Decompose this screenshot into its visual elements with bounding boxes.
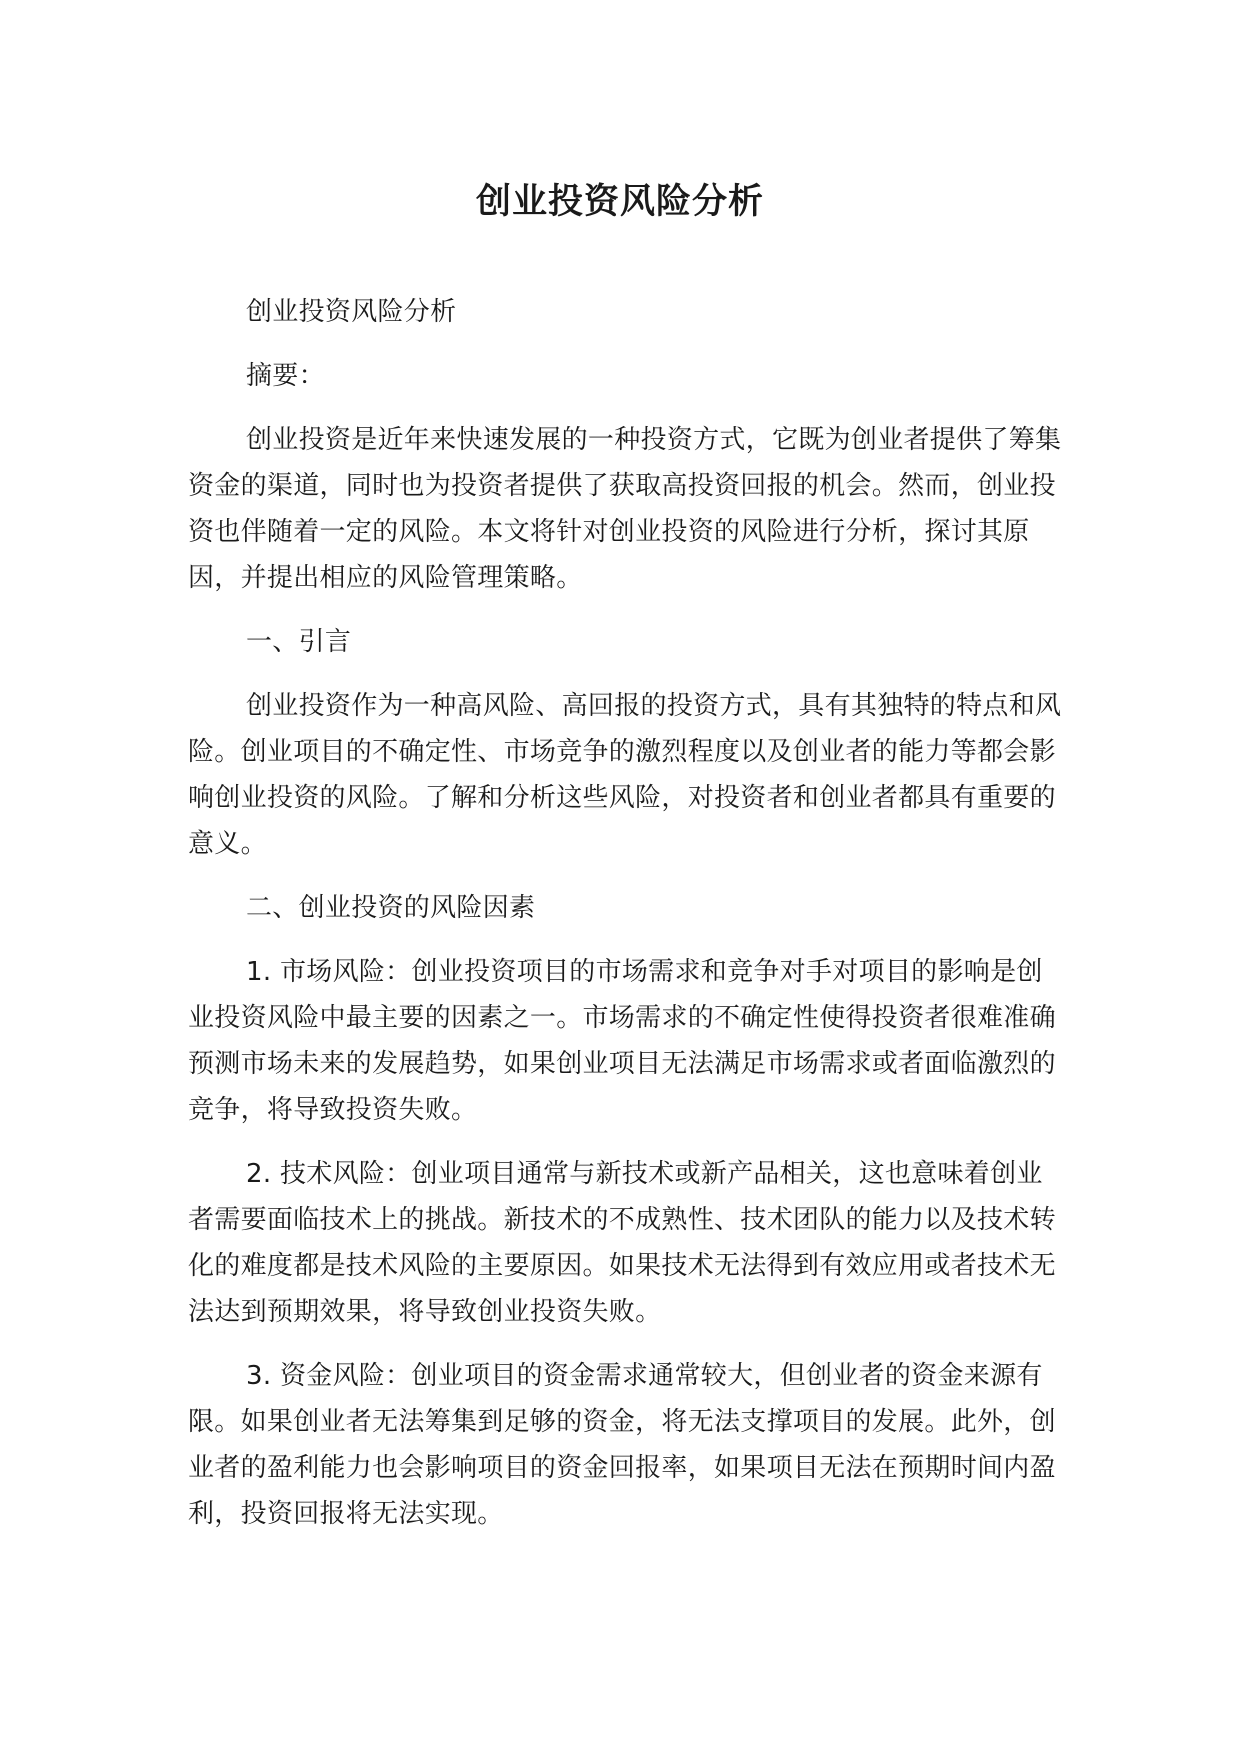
document-title: 创业投资风险分析 (475, 182, 764, 222)
market-risk-paragraph: 1. 市场风险：创业投资项目的市场需求和竞争对手对项目的影响是创业投资风险中最主要的因素之一。市场需求的不确定性使得投资者很难准确预测市场未来的发展趋势，如果创业项目无法满足市场需求或者面临激烈的竞争，将导致投资失败。 (188, 957, 1056, 1125)
section-heading-risk-factors: 二、创业投资的风险因素 (246, 893, 536, 923)
subtitle-paragraph: 创业投资风险分析 (246, 297, 457, 327)
abstract-paragraph: 创业投资是近年来快速发展的一种投资方式，它既为创业者提供了筹集资金的渠道，同时也为投资者提供了获取高投资回报的机会。然而，创业投资也伴随着一定的风险。本文将针对创业投资的风险进行分析，探讨其原因，并提出相应的风险管理策略。 (188, 425, 1062, 593)
capital-risk-paragraph: 3. 资金风险：创业项目的资金需求通常较大，但创业者的资金来源有限。如果创业者无法筹集到足够的资金，将无法支撑项目的发展。此外，创业者的盈利能力也会影响项目的资金回报率，如果项目无法在预期时间内盈利，投资回报将无法实现。 (188, 1361, 1056, 1529)
document-body (188, 289, 1068, 1555)
introduction-paragraph: 创业投资作为一种高风险、高回报的投资方式，具有其独特的特点和风险。创业项目的不确定性、市场竞争的激烈程度以及创业者的能力等都会影响创业投资的风险。了解和分析这些风险，对投资者和创业者都具有重要的意义。 (188, 691, 1062, 859)
abstract-heading: 摘要： (246, 361, 325, 391)
section-heading-introduction: 一、引言 (246, 627, 352, 657)
technology-risk-paragraph: 2. 技术风险：创业项目通常与新技术或新产品相关，这也意味着创业者需要面临技术上的挑战。新技术的不成熟性、技术团队的能力以及技术转化的难度都是技术风险的主要原因。如果技术无法得到有效应用或者技术无法达到预期效果，将导致创业投资失败。 (188, 1159, 1056, 1327)
